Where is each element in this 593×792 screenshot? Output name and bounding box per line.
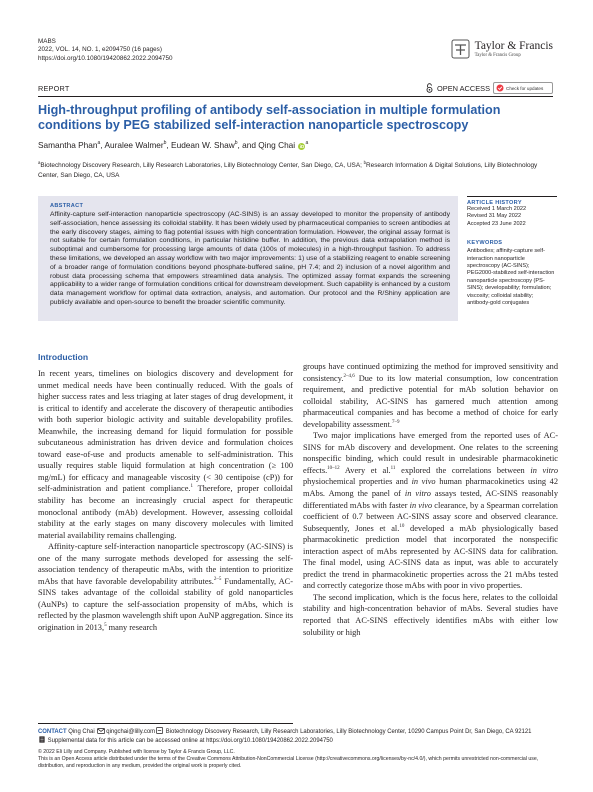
contact-email-link[interactable]: qingchai@lilly.com	[106, 729, 156, 735]
copyright-notice: © 2022 Eli Lilly and Company. Published with license by Taylor & Francis Group, LLC.	[38, 749, 235, 756]
citation-ref[interactable]: 10	[399, 523, 405, 529]
article-type-row	[38, 82, 553, 95]
citation-ref[interactable]: 2–5	[213, 577, 222, 583]
intro-paragraph-5: The second implication, which is the focus here, relates to the colloidal stability and high-concentration behavior of mAbs. Several studies have reported that AC-SINS effectively identifies mAbs with either low solubility or high	[303, 592, 558, 637]
journal-name: MABS	[38, 38, 56, 45]
text-run: developed a mAb physiologically based pharmacokinetic prediction model that incorporated the nonspecific interaction aspect of mAbs represented by AC-SINS data for calibration. The final model, using AC-SINS data as input, was able to accurately predict the trend in pharmacokinetic properties across the 21 mAbs tested and correctly categorize those mAbs with poor in vivo properties.	[303, 523, 558, 591]
intro-paragraph-1	[38, 368, 293, 541]
intro-paragraph-2	[38, 541, 293, 633]
affiliation-marker: a	[38, 160, 41, 165]
abstract-box	[38, 196, 458, 321]
article-sidebar	[467, 196, 557, 307]
text-run: Therefore, proper colloidal stability has become an increasingly crucial aspect for therapeutic monoclonal antibody (mAb) development. However, assessing colloidal stability at the early stages on many discovery molecules with limited material availability remains challenging.	[38, 484, 293, 540]
author-separator: , and	[237, 140, 259, 150]
accepted-date: Accepted 23 June 2022	[467, 220, 526, 227]
text-run: In recent years, timelines on biologics discovery and development for unmet medical needs have been continually reduced. With the goals of higher success rates and less triaging at later stages of drug development, it is critical to identify and accelerate the discovery of therapeutic antibodies with both superior biologic activity and suitable developability profiles. Meanwhile, the increasing demand for liquid formulation for possible subcutaneous administration has driven device and formulation choices toward ease-of-use and products amenable to self-administration. This usually requires stable liquid formulation at high concentration (≥ 100 mg/mL) for efficacy and manageable viscosity (< 30 centipoise (cP)) for self-administration and patient compliance.	[38, 369, 293, 494]
text-run: Fundamentally, AC-SINS takes advantage of the colloidal stability of gold nanoparticles (AuNPs) to capture the self-association propensity of mAbs, which is reflected by the plasmon wavelength shift upon AuNP aggregation. Since its origination in 2013,	[38, 576, 293, 633]
affiliation-marker: b	[234, 140, 238, 147]
author-name[interactable]: Samantha Phan	[38, 140, 98, 150]
contact-label: CONTACT	[38, 729, 67, 735]
open-access-badge	[426, 83, 490, 93]
body-column-right	[303, 361, 558, 638]
author-list	[38, 140, 308, 150]
intro-paragraph-3	[303, 361, 558, 430]
body-column-left	[38, 352, 293, 634]
check-for-updates-button[interactable]	[493, 82, 553, 94]
tf-emblem-icon	[451, 39, 470, 59]
check-for-updates-label: Check for updates	[506, 85, 544, 91]
citation-ref[interactable]: 5	[104, 623, 107, 629]
text-run: physiochemical properties and	[303, 477, 412, 487]
citation-ref[interactable]: 7–9	[391, 419, 400, 425]
text-run: Two major implications have emerged from the reported uses of AC-SINS for mAb discovery and development. One relates to the screening nonspecific binding, which could result in undesirable pharmacokinetic effects.	[303, 431, 558, 475]
citation-ref[interactable]: 1	[190, 484, 194, 490]
revised-date: Revised 31 May 2022	[467, 213, 522, 220]
citation-ref[interactable]: 10–12	[327, 466, 340, 472]
affiliation-a: Biotechnology Discovery Research, Lilly Research Laboratories, Lilly Biotechnology Center, San Diego, CA, USA;	[40, 162, 364, 170]
italic-run: in vivo	[411, 477, 436, 487]
affiliation-marker: b	[163, 140, 167, 147]
italic-run: in vivo	[409, 500, 433, 510]
author-separator: ,	[100, 140, 105, 150]
affiliations	[38, 158, 556, 180]
page-footer	[38, 727, 556, 770]
text-run: assays tested, AC-SINS reasonably differentiated mAbs with faster	[303, 489, 558, 510]
intro-paragraph-4	[303, 430, 558, 592]
text-run: Due to its low material consumption, low concentration requirement, and predictive potential for mAb solution behavior on colloidal stability, AC-SINS has garnered much attention among pharmaceutical companies and has become a method of choice for early developability assessment.	[303, 373, 558, 429]
text-run: Affinity-capture self-interaction nanoparticle spectroscopy (AC-SINS) is one of the many surrogate methods developed for assessing the self-association tendency of therapeutic mAbs, with the intention to prioritize mAbs that have favorable developability attributes.	[38, 542, 293, 586]
text-run: Avery et al.	[339, 465, 391, 475]
contact-address: Biotechnology Discovery Research, Lilly Research Laboratories, Lilly Biotechnology Center, 10290 Campus Point Dr, San Diego, CA 92121	[164, 729, 532, 735]
journal-doi-link[interactable]: https://doi.org/10.1080/19420862.2022.2094750	[38, 54, 173, 62]
license-notice: This is an Open Access article distributed under the terms of the Creative Commons Attribution-NonCommercial License (http://creativecommons.org/licenses/by-nc/4.0/), which permits unrestricted non-commercial use, distribution, and reproduction in any medium, provided the original work is properly cited.	[38, 756, 539, 770]
publisher-group: Taylor & Francis Group	[474, 52, 521, 58]
address-icon	[156, 727, 163, 734]
introduction-heading: Introduction	[38, 352, 89, 362]
article-title: High-throughput profiling of antibody self-association in multiple formulation conditions by PEG stabilized self-interaction nanoparticle spectroscopy	[38, 103, 501, 133]
text-run: explored the correlations between	[395, 465, 531, 475]
abstract-heading: ABSTRACT	[50, 203, 84, 209]
author-separator: ,	[166, 140, 172, 150]
author-name[interactable]: Eudean W. Shaw	[171, 140, 235, 150]
check-for-updates-icon	[496, 84, 504, 92]
citation-ref[interactable]: 11	[390, 466, 396, 472]
email-icon	[97, 728, 105, 734]
publisher-logo[interactable]	[451, 39, 553, 59]
text-run: groups have continued optimizing the method for improved sensitivity and consistency.	[303, 362, 558, 383]
supplemental-data-icon	[39, 736, 45, 743]
received-date: Received 1 March 2022	[467, 206, 527, 212]
italic-run: in vitro	[404, 489, 431, 499]
article-type: REPORT	[38, 84, 70, 93]
open-access-lock-icon	[426, 83, 433, 93]
footer-divider	[38, 723, 293, 724]
sidebar-divider	[467, 196, 557, 197]
author-name[interactable]: Qing Chai	[258, 140, 296, 150]
header-divider	[38, 96, 553, 97]
text-run: clearance, by a Spearman correlation coefficient of 0.7 between AC-SINS assay score and observed clearance. Subsequently, Jones et al.	[303, 500, 558, 533]
affiliation-marker: b	[363, 160, 367, 165]
supplemental-link[interactable]: Supplemental data for this article can be accessed online at https://doi.org/10.1080/19420862.2022.2094750	[46, 738, 333, 745]
contact-line	[38, 727, 556, 736]
abstract-text: Affinity-capture self-interaction nanoparticle spectroscopy (AC-SINS) is an assay developed to monitor the propensity of antibody self-association, hence assessing its colloidal stability. It has been widely used by pharmaceutical companies to screen antibodies at the early discovery stages, aiming to flag potential issues with high concentration formulation. However, the original assay format is not suitable for certain formulation conditions, in particular histidine buffer. In addition, the previous data extrapolation method is suboptimal and cumbersome for processing large amounts of data (100s of molecules) in a high-throughput fashion. To address these limitations, we developed an assay workflow with two major improvements: 1) use of a stabilizing reagent to enable screening of a broader range of formulation conditions beyond phosphate-buffered saline, pH 7.4; and 2) inclusion of a novel algorithm and robust data processing schema that empowers streamlined data analysis. The optimized assay format expands the screening applicability to a wider range of formulation conditions critical for downstream development. Such capability is enhanced by a custom data management workflow for optimal data extraction, analysis, and automation. Our protocol and the R/Shiny application are publicly available and open-source to benefit the broader scientific community.	[50, 211, 450, 306]
journal-citation: 2022, VOL. 14, NO. 1, e2094750 (16 pages)	[38, 46, 162, 54]
affiliation-marker: a	[97, 140, 101, 147]
journal-header	[38, 38, 172, 63]
open-access-label: OPEN ACCESS	[437, 83, 490, 93]
publisher-name: Taylor & Francis	[474, 39, 553, 52]
author-name[interactable]: Auralee Walmer	[104, 140, 164, 150]
orcid-icon[interactable]: iD	[299, 144, 305, 149]
contact-name: Qing Chai	[66, 729, 97, 735]
article-history-heading: ARTICLE HISTORY	[467, 200, 522, 206]
affiliation-b: Research Information & Digital Solutions, Lilly Biotechnology Center, San Diego, CA, USA	[38, 162, 538, 179]
text-run: many research	[106, 623, 158, 633]
italic-run: in vitro	[530, 465, 559, 475]
keywords-heading: KEYWORDS	[467, 240, 503, 247]
citation-ref[interactable]: 2–4,6	[343, 373, 355, 379]
text-run: human pharmacokinetics using 42 mAbs. Among the panel of	[303, 477, 558, 499]
keywords-text: Antibodies; affinity-capture self-interaction nanoparticle spectroscopy (AC-SINS); PEG2000-stabilized self-interaction nanoparticle spectroscopy (PS-SINS); developability; formulation; viscosity; colloidal stability; antibody-gold conjugates	[467, 248, 555, 307]
supplemental-line	[38, 736, 556, 745]
affiliation-marker: a	[305, 140, 309, 147]
